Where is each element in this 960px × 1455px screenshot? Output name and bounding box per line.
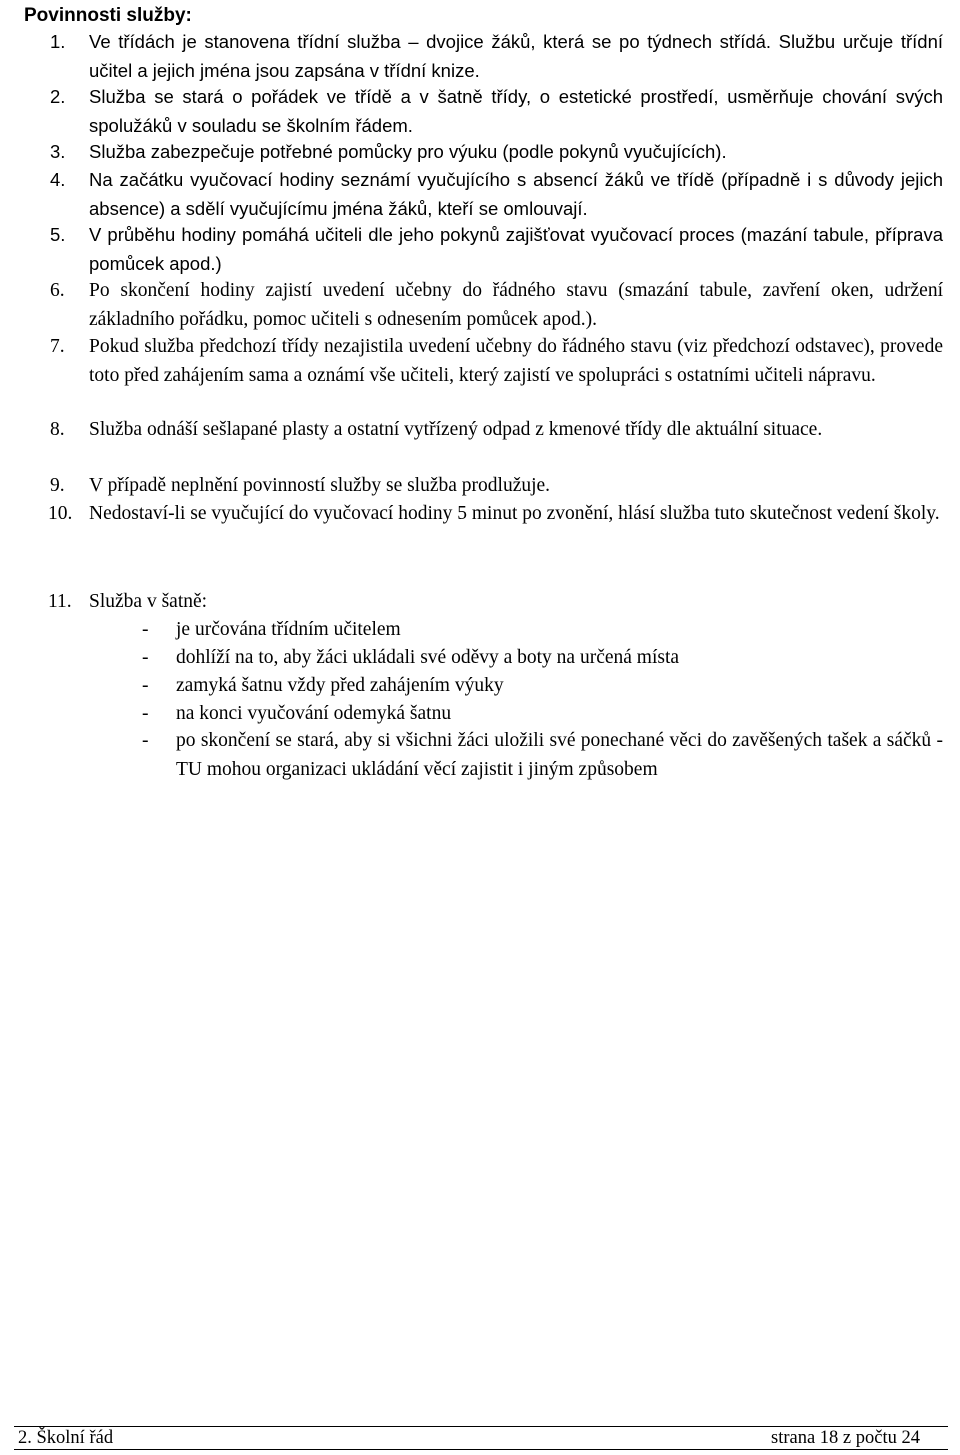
list-item (50, 221, 943, 278)
dash-bullet: - (142, 703, 149, 724)
list-item (50, 28, 943, 85)
sub-item-text: zamyká šatnu vždy před zahájením výuky (176, 675, 504, 696)
sub-item-text: dohlíží na to, aby žáci ukládali své oděvy a boty na určená místa (176, 647, 680, 668)
dash-bullet: - (142, 647, 149, 668)
item-text: Služba v šatně: (89, 591, 208, 612)
list-item (50, 500, 943, 529)
footer-section-title: 2. Školní řád (18, 1428, 114, 1448)
item-text: Pokud služba předchozí třídy nezajistila uvedení učebny do řádného stavu (viz předchozí odstavec), provede toto před zahájením sama a oznámí vše učiteli, který zajistí ve spolupráci s ostatními učiteli nápravu. (89, 336, 943, 386)
item-text: Ve třídách je stanovena třídní služba – dvojice žáků, která se po týdnech střídá. Službu určuje třídní učitel a jejich jména jsou zapsána v třídní knize. (89, 31, 943, 81)
list-item (50, 472, 943, 501)
item-number: 11. (48, 591, 72, 612)
item-text: V případě neplnění povinností služby se služba prodlužuje. (89, 475, 551, 496)
item-text: V průběhu hodiny pomáhá učiteli dle jeho pokynů zajišťovat vyučovací proces (mazání tabule, příprava pomůcek apod.) (89, 224, 943, 274)
item-number: 9. (50, 475, 65, 496)
dash-bullet: - (142, 619, 149, 640)
item-text: Po skončení hodiny zajistí uvedení učebny do řádného stavu (smazání tabule, zavření oken, udržení základního pořádku, pomoc učiteli s odnesením pomůcek apod.). (89, 280, 943, 330)
page-footer (14, 1426, 948, 1450)
item-text: Služba odnáší sešlapané plasty a ostatní vytřízený odpad z kmenové třídy dle aktuální situace. (89, 419, 823, 440)
item-number: 10. (48, 503, 73, 524)
list-item (50, 277, 943, 334)
list-item (50, 166, 943, 223)
list-item (50, 416, 943, 445)
sub-item-text: je určována třídním učitelem (176, 619, 401, 640)
list-item (50, 138, 943, 167)
section-heading: Povinnosti služby: (24, 5, 192, 26)
list-item (50, 83, 943, 140)
sub-item-text: na konci vyučování odemyká šatnu (176, 703, 452, 724)
item-number: 8. (50, 419, 65, 440)
item-text: Služba zabezpečuje potřebné pomůcky pro výuku (podle pokynů vyučujících). (89, 141, 727, 162)
sub-list-item (142, 700, 943, 729)
dash-bullet: - (142, 675, 149, 696)
item-number: 2. (50, 86, 66, 107)
item-number: 6. (50, 280, 65, 301)
sub-item-text: po skončení se stará, aby si všichni žáci uložili své ponechané věci do zavěšených tašek a sáčků - TU mohou organizaci ukládání věcí zajistit i jiným způsobem (176, 730, 943, 780)
dash-bullet: - (142, 730, 149, 751)
footer-page-number: strana 18 z počtu 24 (771, 1428, 920, 1448)
item-text: Služba se stará o pořádek ve třídě a v šatně třídy, o estetické prostředí, usměrňuje chování svých spolužáků v souladu se školním řádem. (89, 86, 943, 136)
list-item (50, 588, 943, 617)
sub-list-item (142, 616, 943, 645)
item-text: Nedostaví-li se vyučující do vyučovací hodiny 5 minut po zvonění, hlásí služba tuto skutečnost vedení školy. (89, 503, 940, 524)
sub-list-item (142, 644, 943, 673)
sub-list-item (142, 727, 943, 784)
item-number: 1. (50, 31, 66, 52)
item-number: 5. (50, 224, 66, 245)
sub-list-item (142, 672, 943, 701)
item-number: 7. (50, 336, 65, 357)
item-number: 3. (50, 141, 66, 162)
item-number: 4. (50, 169, 66, 190)
item-text: Na začátku vyučovací hodiny seznámí vyučujícího s absencí žáků ve třídě (případně i s důvody jejich absence) a sdělí vyučujícímu jména žáků, kteří se omlouvají. (89, 169, 943, 219)
list-item (50, 333, 943, 390)
